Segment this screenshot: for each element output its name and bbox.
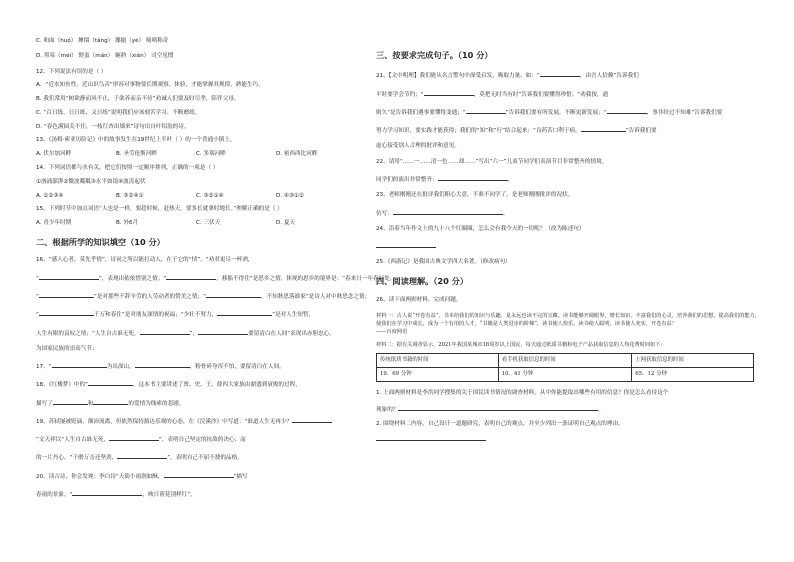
question-22: 22、请用“……一……清一色……却……”写出“六一”儿童节同学们表演节目非常整齐的情境。 [376,158,608,165]
answer-blank[interactable] [39,273,99,280]
answer-blank[interactable] [39,291,94,298]
answer-blank[interactable] [53,398,88,405]
answer-blank[interactable] [217,309,272,316]
answer-blank[interactable] [540,70,580,77]
answer-blank[interactable] [424,89,474,96]
question-12-option: D. “春色满园关不住，一枝红杏出墙来”诗句出自叶绍翁的诗。 [36,123,190,130]
answer-blank[interactable] [164,471,234,478]
question-12-option: B. 我们常用“树欲静而风不止，子欲养而亲不待”劝诫人们要及时尽孝，陪伴父母。 [36,96,240,103]
section-3-title: 三、按要求完成句子。（10 分） [376,50,493,60]
answer-blank[interactable] [292,416,332,423]
question-20-cont: 春雨的景象。“ ，映日荷花别样红”。 [36,489,366,499]
answer-blank[interactable] [166,273,216,280]
question-12-stem: 12、下列说法有误的是（ ） [36,68,107,75]
question-16-line: “ ”，表现出依依惜别之情；“ ，移船不得住”是思乡之情，体现的思乡的境界是：“春来日一年春好处， [36,273,366,283]
question-23-answer: 仿写： 。 [376,208,760,218]
question-13-option: C. 多瑙河畔 [196,151,226,158]
table-header-cell: 传统纸质书籍的时间 [377,354,499,368]
table-header-cell: 上网获取信息的时间 [632,354,754,368]
material-1: 材料一：古人说“开卷有益”，书本给我们的知识与乐趣，是永远也读不完的宝藏。读书能够开阔眼界，增长知识，丰富我们的心灵，培养我们的思想，提高我们的能力，使我们在学习中成长，成为一个有用的人才。“书籍是人类进步的阶梯”，读书使人快乐，读书使人聪明，读书使人充实，开卷有益！ [376,312,761,328]
right-column [376,50,760,451]
answer-blank[interactable] [140,328,190,335]
answer-blank[interactable] [376,434,486,441]
question-18-cont: 描写了 和 的爱情为线索的悲剧。 [36,398,366,408]
question-14-option: C. ③②①④ [196,192,224,199]
question-13-option: B. 圣劳伦斯河畔 [116,151,157,158]
question-17: 17、“ 为出深山， ，粉骨碎身浑不怕，要留清白在人间。 [36,361,366,371]
answer-blank[interactable] [39,309,94,316]
table-cell: 10．41 分钟 [498,368,632,382]
answer-blank[interactable] [393,208,503,215]
question-16-line: 为国家民族的崇高气节； [36,345,98,352]
section-4-title: 四、阅读理解。（20 分） [376,276,469,287]
question-19: 19、苏轼屡被贬谪、颠沛流离，但依然保持豁达乐观的心态，在《浣溪沙》中写道：“谁道人生无再少？ [36,416,366,426]
table-header-cell: 看手机获取信息的时间 [498,354,632,368]
question-23: 23、老师刚刚还在批评我们粗心大意，不准不同学了，是老师刚刚批评的况状。 [376,192,574,199]
question-13-option: A. 伏尔加河畔 [36,151,72,158]
question-14-stem: 14、下列词语都与水有关，把它们按照一定顺序排列，正确的一项是（ ） [36,165,219,172]
answer-blank[interactable] [376,241,436,248]
question-14-option: B. ③②④① [116,192,144,199]
question-12-option: A．“近水知鱼性，近山识鸟音”形容对事物要长期观察、体验，才能掌握其规律、熟能生巧。 [36,82,264,89]
question-16-line: “ 千万和春住”是对朋友深情的祝福；“少壮不努力， ”是对人生短暂， [36,309,366,319]
question-15-option: D. 夏天 [276,220,296,227]
question-14-items: ①汹涌澎湃②微波粼粼③水平如镜④波涛起伏 [36,178,146,185]
answer-blank[interactable] [466,107,506,114]
answer-blank[interactable] [88,379,133,386]
question-13-options [36,151,366,158]
answer-blank[interactable] [607,107,647,114]
answer-blank[interactable] [206,291,261,298]
question-21: 21、【文中明理】我们能从名言警句中深受启发，吸取力量，如：“ ，由吾人信赖”告诉我们 [376,70,760,80]
question-19-cont: ”文天祥以“人生自古谁无死， ”，表明自己坚定的抗敌的决心；而 [36,434,366,444]
material-2: 材料二：据有关调查显示，2021年我国某城市18周岁以上国民，每天通过纸质书籍和电子产品获取信息的人均花费时间如下： [376,341,666,348]
question-21-cont: 努力学习知识，要实践才能获得；我们的“知”和“行”结合起来：“良药苦口利于病， ”告诉我们要 [376,125,760,135]
sub-question-2-answer [376,434,760,444]
question-24-answer [376,241,760,251]
question-12-option: C. “百日练，日日练，又日练”说明我们应该刻苦学习、不断磨练。 [36,109,201,116]
question-21-cont: 虚心接受别人合理的批评和意见。 [376,143,460,150]
answer-blank[interactable] [72,489,142,496]
answer-blank[interactable] [198,328,248,335]
question-14-option: A. ①②③④ [36,192,64,199]
section-2-title: 二、根据所学的知识填空（10 分） [36,237,165,248]
question-16-line: “ ”是对那些不辞辛劳的人劳动者的赞美之情；“ ，不知秋思落谁家”是诗人对中秋思念之情； [36,291,366,301]
table-row [377,368,754,382]
question-15-options [36,220,366,227]
question-24: 24、沿着当年作文上的九十八个红圈圈，怎么会有我今天的一切呢？（改为陈述句） [376,225,585,232]
question-13-stem: 13、《汤姆·索亚历险记》中的故事发生在19世纪上半叶（ ）的一个普通小镇上。 [36,137,236,144]
question-15-stem: 15、下列时节中加点词语“人也是一样，要趁时候，赶热天，要多长就拿时地长。”理解正确的是（ ） [36,206,283,213]
question-21-cont: 则久”是告诉我们遇事要懂得变通；“ ”告诉我们要有所发展，不断更新发展；“ ，事非经过不知难”告诉我们要 [376,107,760,117]
answer-blank[interactable] [52,361,107,368]
question-16-line: 16、“感人心者，莫先乎情”，诗词之所以能打动人，在于它的“情”，“劝君更尽一杯酒， [36,257,254,264]
answer-blank[interactable] [581,125,626,132]
sub-question-1: 1. 上面两则材料是李洪同学搜集的关于国民读书情况的调查材料，从中你能提取出哪些有用的信息？你是怎么看待这个 [376,390,669,397]
question-25: 25.《西游记》是我国古典文学四大名著。（修改病句） [376,259,511,266]
answer-blank[interactable] [109,434,159,441]
question-15-option: B. 外6月 [116,220,139,227]
table-header-row [377,354,754,368]
answer-blank[interactable] [93,398,128,405]
table-cell: 19．69 分钟 [377,368,499,382]
option-line: C. 和面（huó） 撺掇（táng） 揶揄（yé） 啧啧称奇 [36,38,169,44]
answer-blank[interactable] [117,452,167,459]
survey-table [376,353,754,382]
answer-blank[interactable] [438,174,508,181]
question-16-line: 人生有限的哀叹之情；“人生自古谁无死， ”， 要留清白在人间”表现出赤胆忠心、 [36,328,366,338]
sub-question-1-cont: 现象的？ 。 [376,404,760,414]
question-21-cont: 平时要学会节约；“ ，莫把无时当有时”告诉我们要懂得珍惜；“劝我按，通 [376,89,760,99]
option-line: D. 黑莓（méi） 野蛮（mán） 娴熟（xián） 司空见惯 [36,53,174,60]
table-cell: 65．12 分钟 [632,368,754,382]
question-26-stem: 26、读下面两则材料，完成问题。 [376,296,462,303]
question-22-answer: 同学们的演出非常整齐： 。 [376,174,760,184]
question-19-cont: 的一片丹心，“千磨万击还坚劲， ”，表明自己不屈不挠的品格。 [36,452,366,462]
question-15-option: A. 青少年时期 [36,220,72,227]
answer-blank[interactable] [398,404,598,411]
question-20: 20、读古诗，你会发现：李白诗“天街小雨润如酥， ”描写 [36,471,366,481]
question-14-option: D. ④③①② [276,192,304,199]
question-15-option: C. 三伏天 [196,220,221,227]
question-18: 18、《红楼梦》中的“ ，这本书主要讲述了贾、史、王、薛四大家族由鼎盛到衰败的过程， [36,379,366,389]
sub-question-2: 2. 围绕材料二内容，自己设计一道题研究，表明自己的观点，并至少列出一条证明自己观点的理由。 [376,420,624,427]
question-13-option: D. 密西西比河畔 [276,151,318,158]
material-1-source: ——百度网语 [376,329,408,336]
question-14-options [36,193,366,200]
answer-blank[interactable] [135,361,190,368]
